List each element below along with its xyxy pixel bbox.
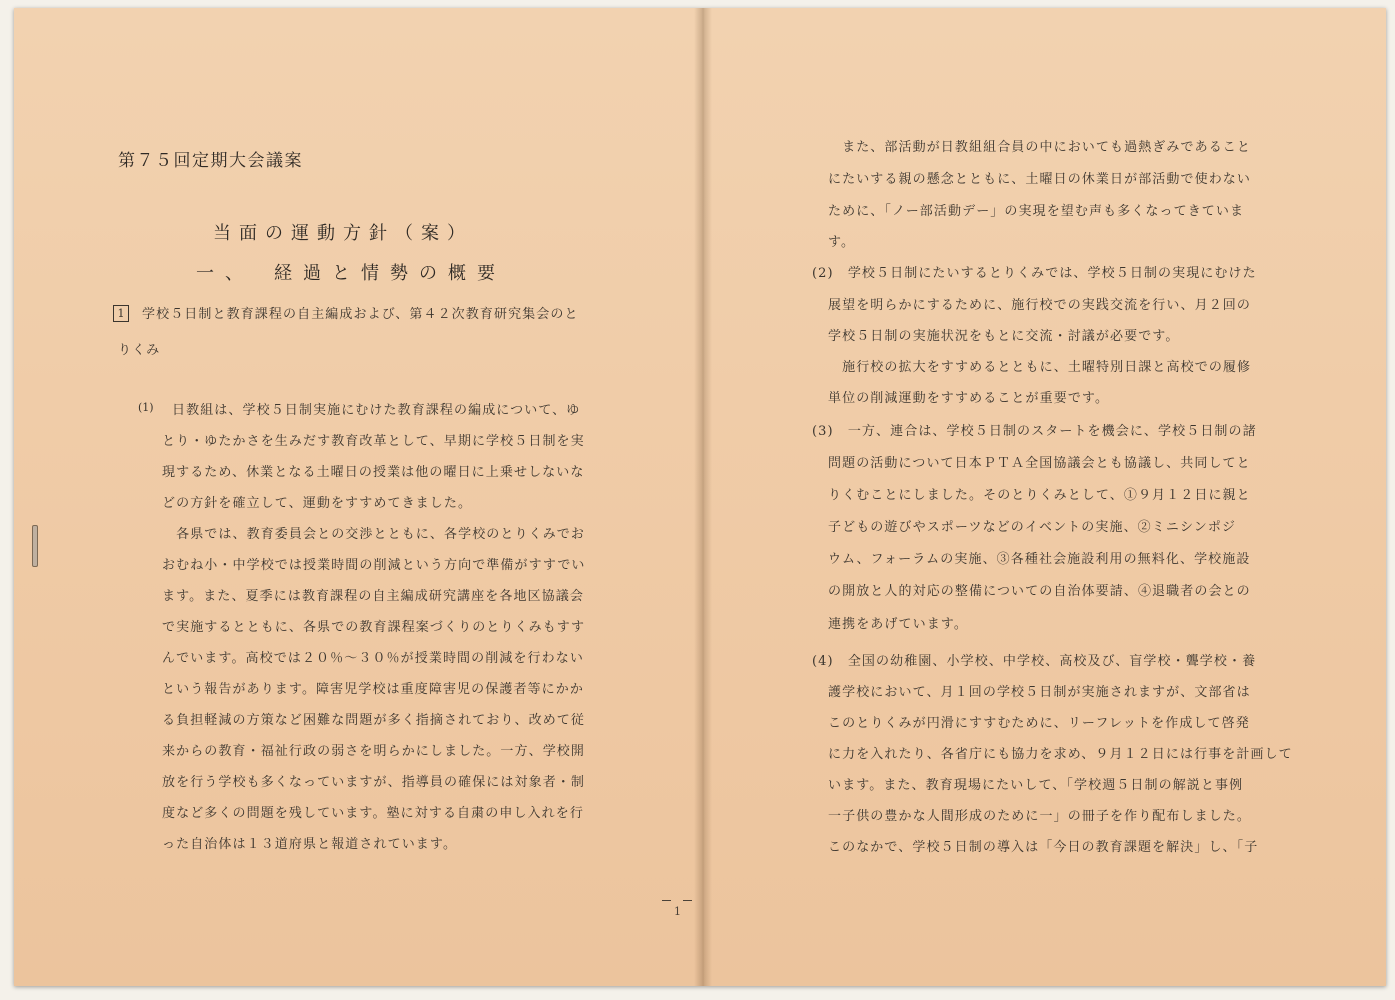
plan-title: 当面の運動方針（案） [213,223,473,244]
subsection-number-box: 1 [113,305,129,322]
right-line: にたいする親の懸念とともに、土曜日の休業日が部活動で使わない [828,172,1252,187]
right-line: 一子供の豊かな人間形成のために一」の冊子を作り配布しました。 [828,809,1252,824]
page-number-dash-left [662,900,671,901]
right-line: ウム、フォーラムの実施、③各種社会施設利用の無料化、学校施設 [828,552,1251,567]
left-line: 放を行う学校も多くなっていますが、指導員の確保には対象者・制 [162,775,586,790]
right-line: (2) 学校５日制にたいするとりくみでは、学校５日制の実現にむけた [812,266,1257,281]
subsection-title-line-1: 学校５日制と教育課程の自主編成および、第４２次教育研究集会のと [142,307,579,322]
right-line: このとりくみが円滑にすすむために、リーフレットを作成して啓発 [828,716,1250,731]
left-line: おむね小・中学校では授業時間の削減という方向で準備がすすでい [162,558,586,573]
left-line: 来からの教育・福祉行政の弱さを明らかにしました。一方、学校開 [162,744,586,759]
section-title: 一、 経過と情勢の概要 [196,263,506,284]
right-line: 連携をあげています。 [828,617,968,632]
right-line: す。 [828,235,856,250]
binding-gutter [694,8,712,986]
left-line: 日教組は、学校５日制実施にむけた教育課程の編成について、ゆ [172,403,581,418]
left-line: ます。また、夏季には教育課程の自主編成研究講座を各地区協議会 [162,589,584,604]
right-line: 展望を明らかにするために、施行校での実践交流を行い、月２回の [828,298,1252,313]
right-line: 護学校において、月１回の学校５日制が実施されますが、文部省は [828,685,1251,700]
right-line: 問題の活動について日本ＰＴＡ全国協議会とも協議し、共同してと [828,456,1251,471]
document-heading: 第７５回定期大会議案 [118,151,303,171]
left-line: 各県では、教育委員会との交渉とともに、各学校のとりくみでお [162,527,586,542]
right-line: 子どもの遊びやスポーツなどのイベントの実施、②ミニシンポジ [828,520,1237,535]
right-line: (3) 一方、連合は、学校５日制のスタートを機会に、学校５日制の諸 [812,424,1257,439]
right-line: います。また、教育現場にたいして、「学校週５日制の解説と事例 [828,778,1244,793]
left-line: った自治体は１３道府県と報道されています。 [162,837,458,852]
item-marker-1: (1) [138,401,154,414]
left-line: で実施するとともに、各県での教育課程案づくりのとりくみもすす [162,620,586,635]
right-line: (4) 全国の幼稚園、小学校、中学校、高校及び、盲学校・聾学校・養 [812,654,1257,669]
left-line: る負担軽減の方策など困難な問題が多く指摘されており、改めて従 [162,713,586,728]
left-line: という報告があります。障害児学校は重度障害児の保護者等にかか [162,682,584,697]
page-number: 1 [674,905,681,918]
right-line: の開放と人的対応の整備についての自治体要請、④退職者の会との [828,584,1251,599]
left-line: 現するため、休業となる土曜日の授業は他の曜日に上乗せしないな [162,465,585,480]
right-line: 学校５日制の実施状況をもとに交流・討議が必要です。 [828,329,1180,344]
right-line: 単位の削減運動をすすめることが重要です。 [828,391,1110,406]
left-line: とり・ゆたかさを生みだす教育改革として、早期に学校５日制を実 [162,434,585,449]
right-line: また、部活動が日教組組合員の中においても過熱ぎみであること [828,140,1252,155]
right-line: に力を入れたり、各省庁にも協力を求め、９月１２日には行事を計画して [828,747,1293,762]
left-line: んでいます。高校では２０％～３０％が授業時間の削減を行わない [162,651,584,666]
staple [32,525,38,567]
left-line: 度など多くの問題を残しています。塾に対する自粛の申し入れを行 [162,806,584,821]
subsection-title-line-2: りくみ [118,343,161,358]
right-line: 施行校の拡大をすすめるとともに、土曜特別日課と高校での履修 [828,360,1252,375]
right-line: ために、「ノー部活動デー」の実現を望む声も多くなってきていま [828,204,1245,219]
page-number-dash-right [683,900,692,901]
right-line: このなかで、学校５日制の導入は「今日の教育課題を解決」し、「子 [828,840,1259,855]
left-line: どの方針を確立して、運動をすすめてきました。 [162,496,473,511]
right-line: りくむことにしました。そのとりくみとして、①９月１２日に親と [828,488,1251,503]
